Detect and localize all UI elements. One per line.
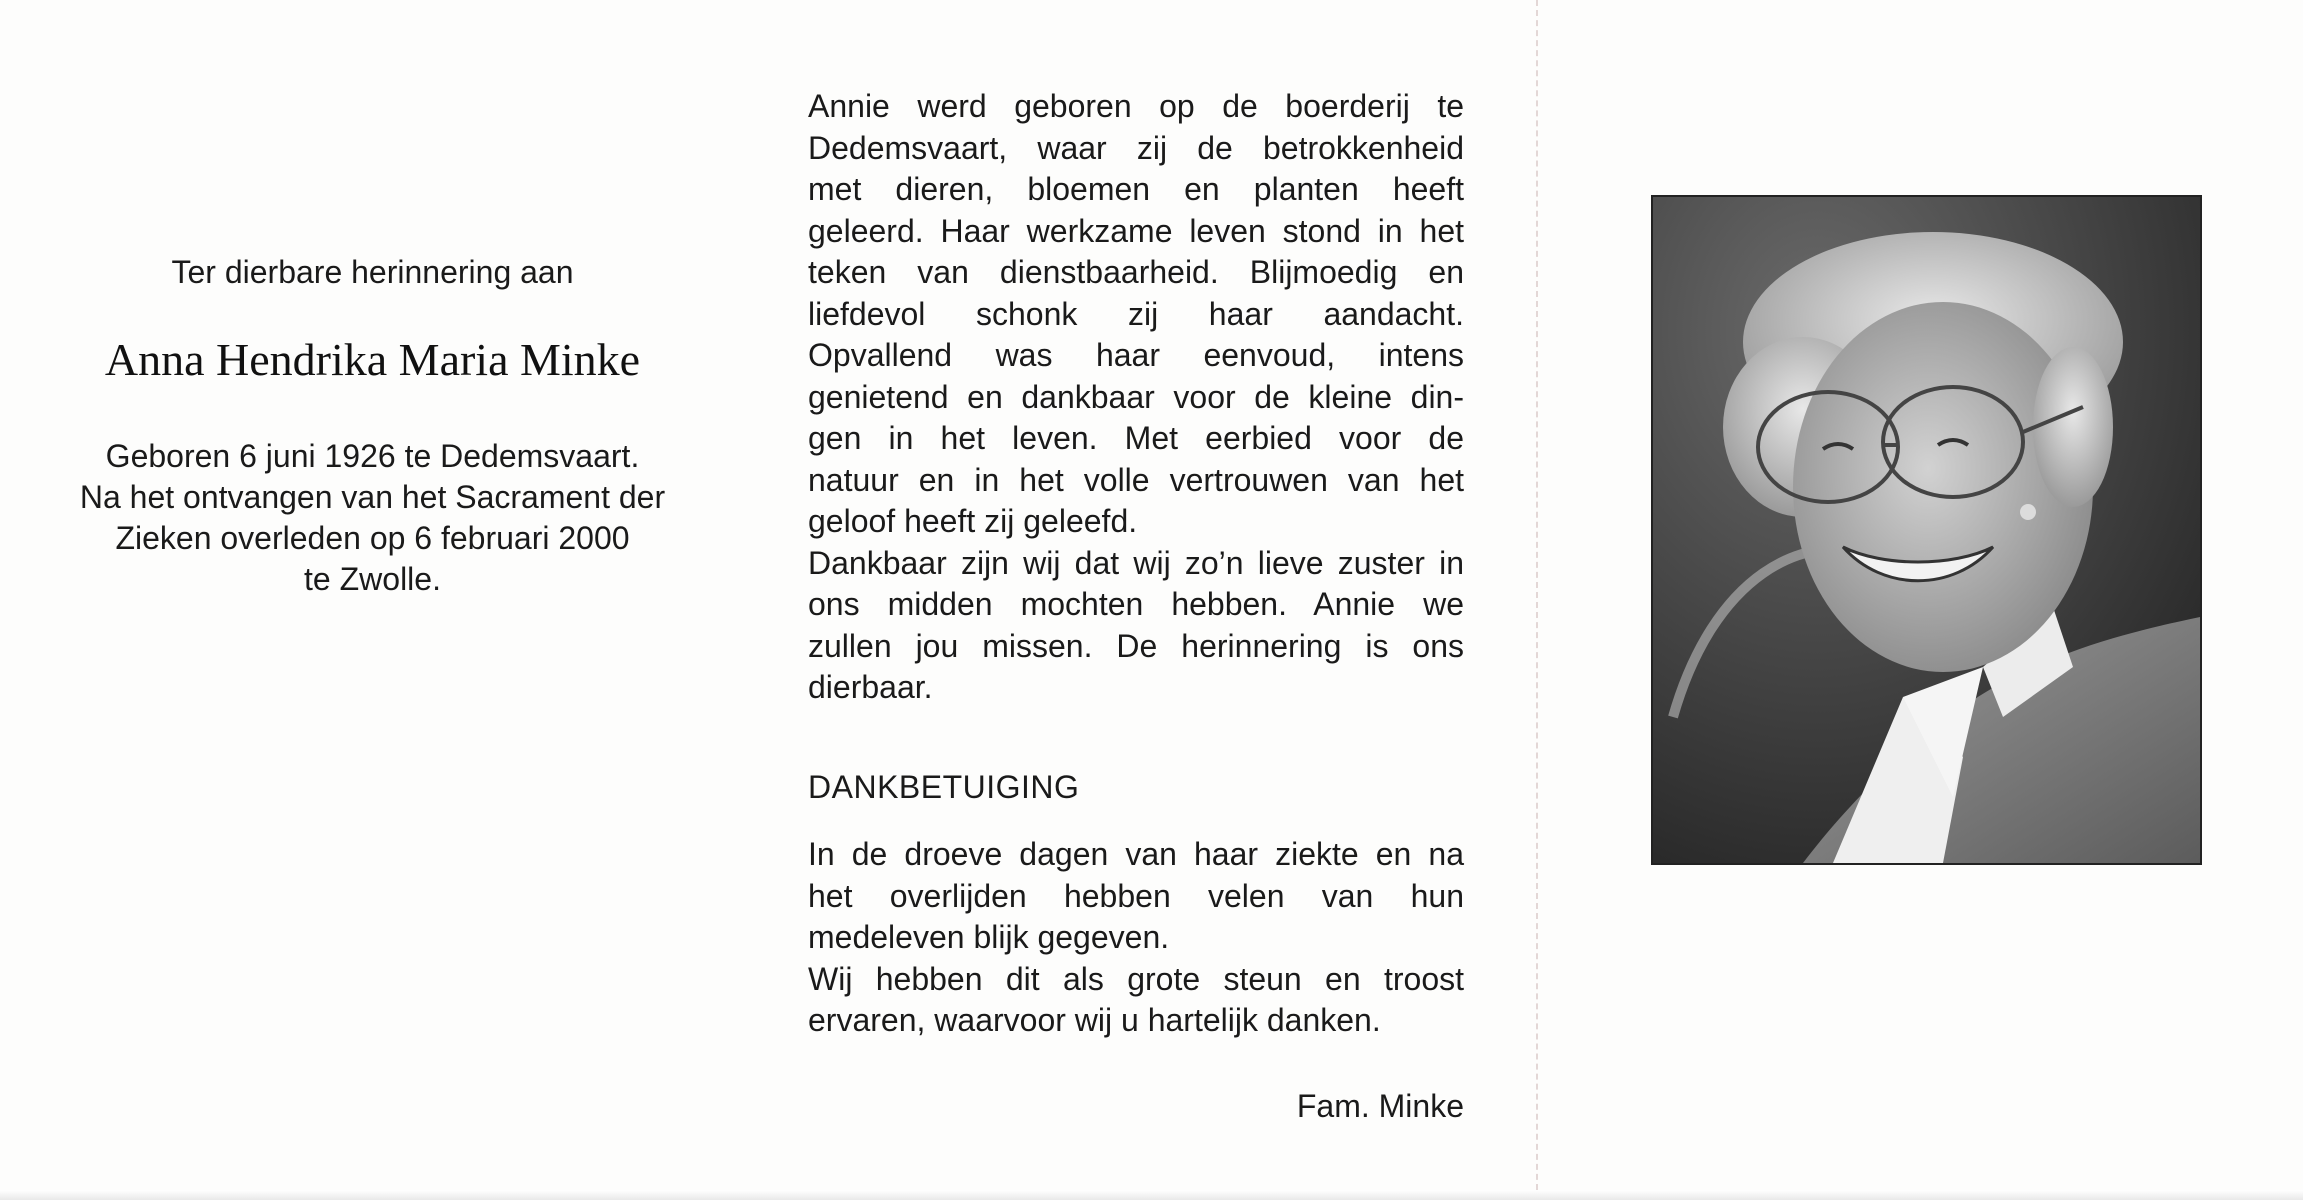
- text-line: met dieren, bloemen en planten heeft: [808, 171, 1464, 207]
- text-line: In de droeve dagen van haar ziekte en na: [808, 836, 1464, 872]
- text-line: het overlijden hebben velen van hun: [808, 877, 1464, 914]
- biography-paragraph: [808, 86, 1464, 709]
- thanks-paragraph: [808, 834, 1464, 1042]
- text-line: Wij hebben dit als grote steun en troost: [808, 960, 1464, 997]
- text-line: Opvallend was haar eenvoud, intens: [808, 337, 1464, 373]
- life-line: Zieken overleden op 6 februari 2000: [115, 520, 630, 556]
- text-line: natuur en in het volle vertrouwen van het: [808, 461, 1464, 498]
- text-line: liefdevol schonk zij haar aandacht.: [808, 295, 1464, 332]
- text-line: dierbaar.: [808, 669, 933, 705]
- thanks-heading: DANKBETUIGING: [808, 768, 1080, 805]
- middle-panel: [808, 86, 1464, 1127]
- left-panel: [0, 0, 745, 1200]
- scan-edge: [0, 1190, 2303, 1200]
- life-details: [0, 436, 745, 600]
- portrait-photo: [1651, 195, 2202, 865]
- text-line: ervaren, waarvoor wij u hartelijk danken.: [808, 1002, 1381, 1038]
- text-line: teken van dienstbaarheid. Blijmoedig en: [808, 254, 1464, 290]
- text-line: Dedemsvaart, waar zij de betrokkenheid: [808, 129, 1464, 166]
- deceased-name: Anna Hendrika Maria Minke: [104, 334, 641, 385]
- text-line: ons midden mochten hebben. Annie we: [808, 586, 1464, 622]
- portrait-image: [1653, 197, 2200, 863]
- life-line: Geboren 6 juni 1926 te Dedemsvaart.: [105, 438, 640, 474]
- text-line: Annie werd geboren op de boerderij te: [808, 88, 1464, 124]
- intro-text: Ter dierbare herinnering aan: [171, 254, 574, 290]
- text-line: medeleven blijk gegeven.: [808, 919, 1170, 955]
- text-line: geloof heeft zij geleefd.: [808, 503, 1138, 539]
- text-line: genietend en dankbaar voor de kleine din-: [808, 378, 1464, 415]
- text-line: geleerd. Haar werkzame leven stond in het: [808, 212, 1464, 249]
- fold-line: [1536, 0, 1538, 1200]
- signature: Fam. Minke: [1296, 1087, 1464, 1124]
- life-line: te Zwolle.: [304, 561, 441, 597]
- text-line: Dankbaar zijn wij dat wij zo’n lieve zuster in: [808, 544, 1464, 581]
- text-line: gen in het leven. Met eerbied voor de: [808, 420, 1464, 456]
- text-line: zullen jou missen. De herinnering is ons: [808, 627, 1464, 664]
- life-line: Na het ontvangen van het Sacrament der: [79, 479, 666, 515]
